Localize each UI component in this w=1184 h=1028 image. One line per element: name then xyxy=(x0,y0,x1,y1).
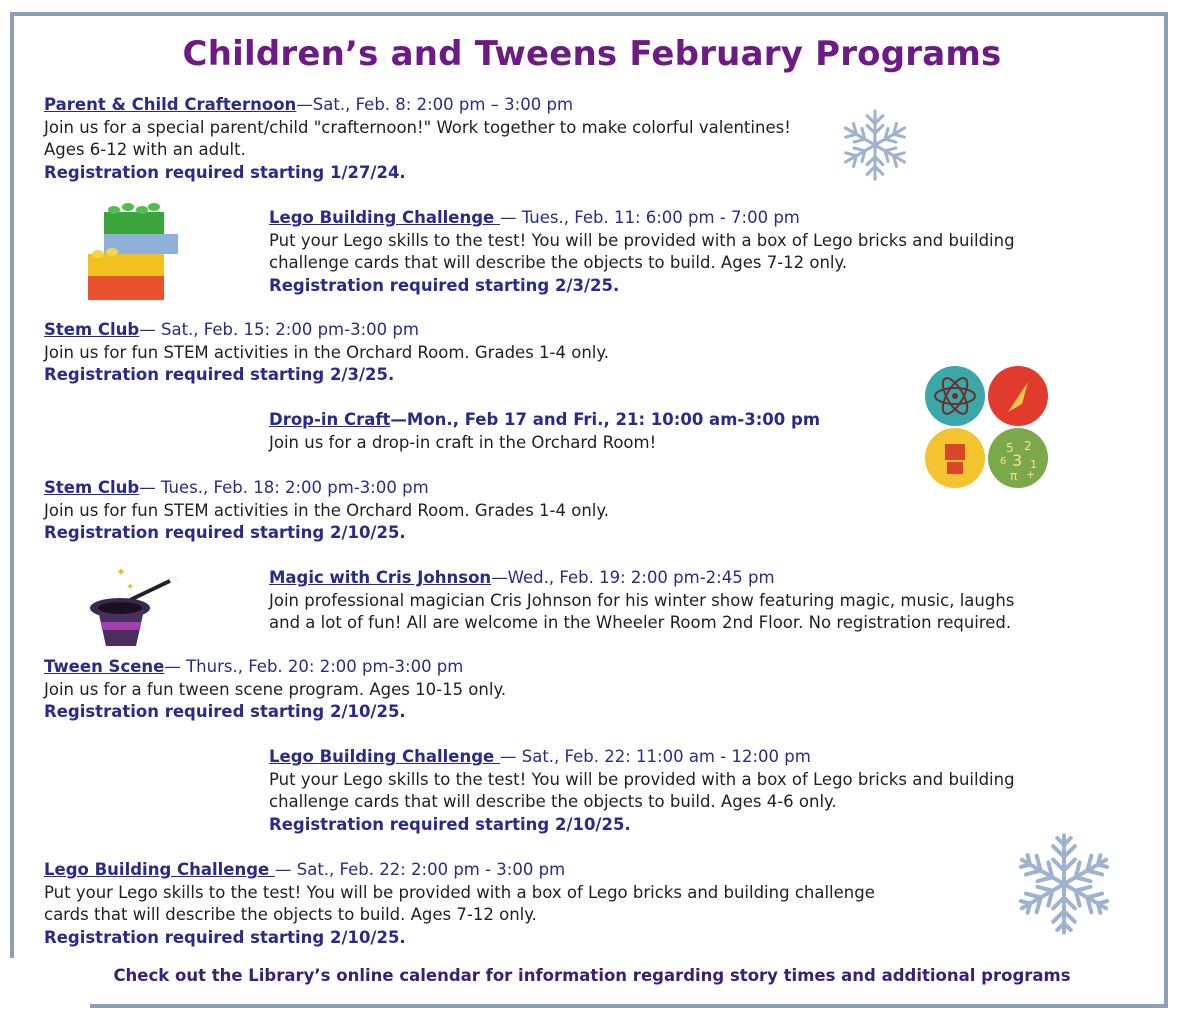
footer-calendar-note: Check out the Library’s online calendar for information regarding story times and additional programs xyxy=(113,966,1071,985)
program-tween-scene xyxy=(44,656,506,724)
program-title-link[interactable]: Lego Building Challenge xyxy=(44,860,275,879)
stem-icons xyxy=(922,364,1050,490)
program-description: Join us for a special parent/child "crafternoon!" Work together to make colorful valentines! xyxy=(44,117,791,137)
digit-label: π xyxy=(1010,469,1018,483)
registration-note: Registration required starting 2/10/25. xyxy=(44,927,406,947)
program-description: Join professional magician Cris Johnson for his winter show featuring magic, music, laughs xyxy=(269,590,1015,610)
registration-note: Registration required starting 2/10/25. xyxy=(269,814,631,834)
snowflake-icon xyxy=(1010,830,1118,938)
rocket-icon xyxy=(988,366,1048,426)
program-description: Join us for fun STEM activities in the Orchard Room. Grades 1-4 only. xyxy=(44,342,610,362)
digit-label: 3 xyxy=(1012,451,1023,470)
program-date: — Tues., Feb. 11: 6:00 pm - 7:00 pm xyxy=(499,208,800,227)
program-date: — Sat., Feb. 15: 2:00 pm-3:00 pm xyxy=(139,320,419,339)
registration-note: Registration required starting 2/3/25. xyxy=(269,275,620,295)
program-title-link[interactable]: Stem Club xyxy=(44,478,140,497)
snowflake-icon xyxy=(836,106,914,184)
registration-note: Registration required starting 2/10/25. xyxy=(44,523,406,543)
program-lego-challenge-feb-11 xyxy=(269,207,1015,297)
program-description: challenge cards that will describe the objects to build. Ages 7-12 only. xyxy=(269,253,848,273)
program-description: cards that will describe the objects to build. Ages 7-12 only. xyxy=(44,905,537,925)
digit-label: 1 xyxy=(1030,458,1037,471)
program-parent-child-crafternoon xyxy=(44,94,791,184)
program-description: Put your Lego skills to the test! You will be provided with a box of Lego bricks and building challenge xyxy=(44,882,875,902)
program-date: — Sat., Feb. 22: 11:00 am - 12:00 pm xyxy=(499,747,811,766)
program-magic-show xyxy=(269,567,1014,635)
digit-label: + xyxy=(1026,468,1036,481)
magic-hat-icon xyxy=(84,560,180,652)
program-description: Put your Lego skills to the test! You will be provided with a box of Lego bricks and building xyxy=(269,769,1015,789)
registration-note: Registration required starting 2/10/25. xyxy=(44,702,406,722)
program-description: and a lot of fun! All are welcome in the Wheeler Room 2nd Floor. No registration required. xyxy=(269,613,1012,633)
program-lego-challenge-feb-22-afternoon xyxy=(44,859,875,949)
registration-note: Registration required starting 1/27/24. xyxy=(44,162,406,182)
program-title-link[interactable]: Parent & Child Crafternoon xyxy=(44,95,297,114)
program-date: — Thurs., Feb. 20: 2:00 pm-3:00 pm xyxy=(164,657,464,676)
program-title-link[interactable]: Lego Building Challenge xyxy=(269,208,500,227)
program-title-link[interactable]: Magic with Cris Johnson xyxy=(269,568,492,587)
digit-label: 6 xyxy=(1000,456,1007,467)
program-description: Put your Lego skills to the test! You will be provided with a box of Lego bricks and building xyxy=(269,230,1015,250)
program-date: —Wed., Feb. 19: 2:00 pm-2:45 pm xyxy=(491,568,775,587)
program-title-link[interactable]: Lego Building Challenge xyxy=(269,747,500,766)
program-date: —Mon., Feb 17 and Fri., 21: 10:00 am-3:00 pm xyxy=(390,410,821,429)
program-date: — Tues., Feb. 18: 2:00 pm-3:00 pm xyxy=(139,478,429,497)
program-date: — Sat., Feb. 22: 2:00 pm - 3:00 pm xyxy=(274,860,566,879)
program-drop-in-craft xyxy=(269,409,820,454)
digit-label: 2 xyxy=(1024,439,1032,453)
registration-note: Registration required starting 2/3/25. xyxy=(44,365,395,385)
program-description: Ages 6-12 with an adult. xyxy=(44,140,246,160)
program-lego-challenge-feb-22-morning xyxy=(269,746,1015,836)
program-title-link[interactable]: Tween Scene xyxy=(44,657,165,676)
program-stem-club-feb-15 xyxy=(44,319,609,387)
svg-text:✦: ✦ xyxy=(126,582,135,593)
program-title-link[interactable]: Drop-in Craft xyxy=(269,410,391,429)
program-description: challenge cards that will describe the objects to build. Ages 4-6 only. xyxy=(269,792,837,812)
program-date: —Sat., Feb. 8: 2:00 pm – 3:00 pm xyxy=(296,95,574,114)
program-description: Join us for a fun tween scene program. Ages 10-15 only. xyxy=(44,679,507,699)
program-title-link[interactable]: Stem Club xyxy=(44,320,140,339)
program-description: Join us for fun STEM activities in the Orchard Room. Grades 1-4 only. xyxy=(44,500,610,520)
digit-label: 5 xyxy=(1006,441,1014,455)
program-description: Join us for a drop-in craft in the Orchard Room! xyxy=(269,432,657,452)
program-stem-club-feb-18 xyxy=(44,477,609,545)
page-title: Children’s and Tweens February Programs xyxy=(182,34,1002,74)
svg-text:✦: ✦ xyxy=(116,565,127,579)
lego-bricks-icon xyxy=(84,198,182,304)
